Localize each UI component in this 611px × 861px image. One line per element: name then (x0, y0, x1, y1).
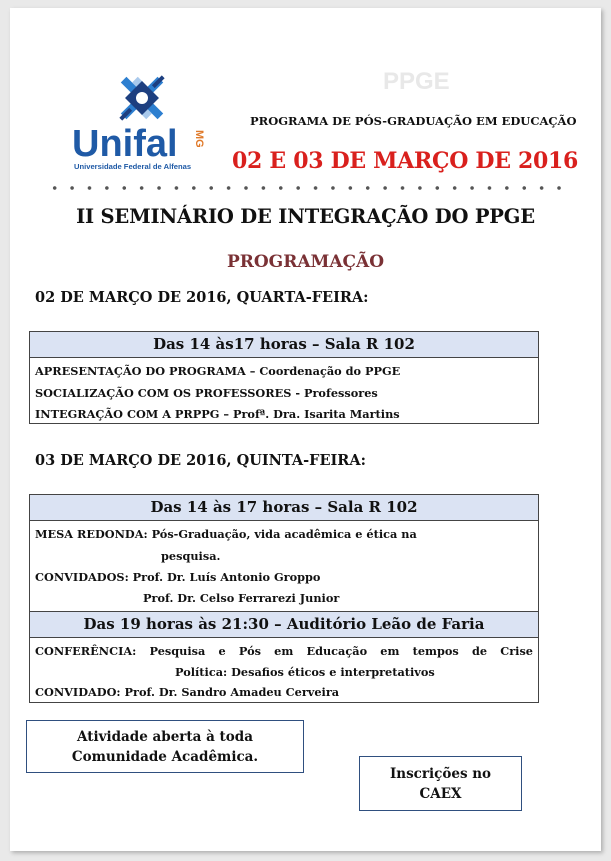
day1-schedule-box (29, 331, 539, 424)
event-date: 02 E 03 DE MARÇO DE 2016 (232, 148, 579, 174)
notice-line: Comunidade Acadêmica. (71, 749, 259, 765)
registration-line: CAEX (419, 786, 462, 802)
schedule-line: pesquisa. (161, 548, 221, 563)
registration-line: Inscrições no (389, 766, 492, 782)
notice-line: Atividade aberta à toda (77, 729, 253, 745)
logo-wordmark: Unifal (72, 123, 178, 165)
ppge-watermark: PPGE (383, 68, 450, 95)
schedule-line: CONVIDADOS: Prof. Dr. Luís Antonio Groppo (35, 569, 321, 584)
schedule-line: INTEGRAÇÃO COM A PRPPG – Profª. Dra. Isarita Martins (35, 407, 400, 421)
page-subtitle: PROGRAMAÇÃO (226, 252, 385, 272)
day2-schedule-box (29, 494, 539, 703)
schedule-line: SOCIALIZAÇÃO COM OS PROFESSORES - Professores (35, 385, 378, 400)
schedule-line: Prof. Dr. Celso Ferrarezi Junior (143, 591, 340, 605)
schedule-line: APRESENTAÇÃO DO PROGRAMA – Coordenação do PPGE (35, 364, 401, 378)
day2-session2-header: Das 19 horas às 21:30 – Auditório Leão de Faria (30, 611, 538, 638)
schedule-line: Política: Desafios éticos e interpretativos (175, 664, 435, 679)
day1-heading: 02 DE MARÇO DE 2016, QUARTA-FEIRA: (35, 289, 369, 306)
page-title: II SEMINÁRIO DE INTEGRAÇÃO DO PPGE (76, 205, 535, 228)
unifal-logo (70, 66, 210, 178)
unifal-emblem-icon (119, 75, 164, 120)
program-name: PROGRAMA DE PÓS-GRADUAÇÃO EM EDUCAÇÃO (250, 114, 577, 128)
logo-subtitle: Universidade Federal de Alfenas (74, 162, 192, 171)
registration-box (359, 756, 522, 811)
open-activity-notice (26, 720, 304, 773)
logo-superscript: MG (193, 130, 205, 148)
day2-heading: 03 DE MARÇO DE 2016, QUINTA-FEIRA: (35, 452, 366, 469)
schedule-line: MESA REDONDA: Pós-Graduação, vida acadêmica e ética na (35, 527, 417, 541)
dotted-divider (46, 184, 566, 192)
schedule-line: CONVIDADO: Prof. Dr. Sandro Amadeu Cerveira (35, 685, 340, 699)
day2-session1-header: Das 14 às 17 horas – Sala R 102 (30, 495, 538, 521)
schedule-line: CONFERÊNCIA: Pesquisa e Pós em Educação em tempos de Crise (35, 644, 533, 658)
day1-session-header: Das 14 às17 horas – Sala R 102 (30, 332, 538, 358)
